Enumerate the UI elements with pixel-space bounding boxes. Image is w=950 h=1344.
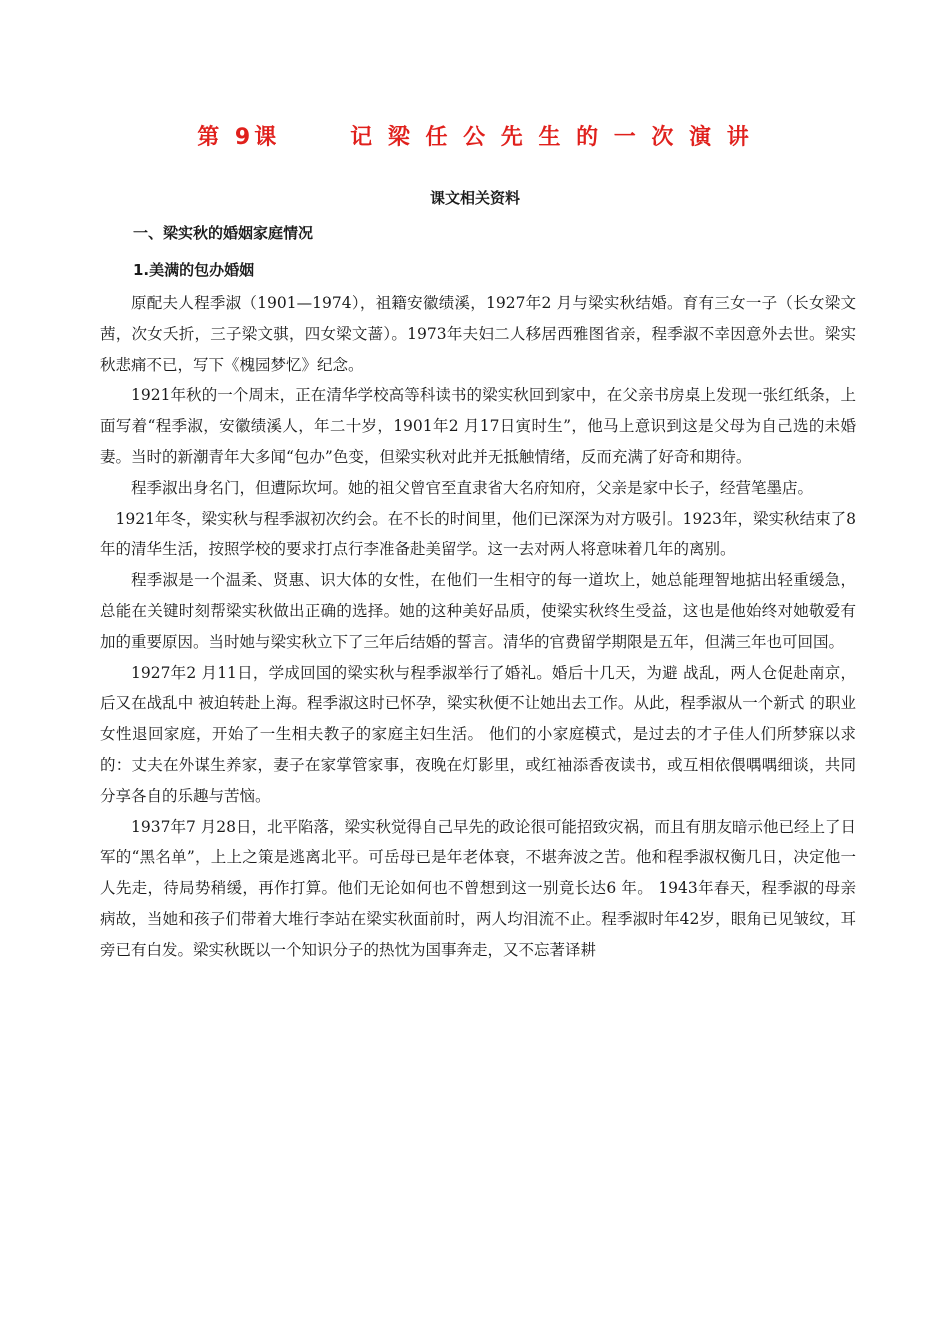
- paragraph: 1927年2 月11日，学成回国的梁实秋与程季淑举行了婚礼。婚后十几天，为避 战乱，两人仓促赴南京，后又在战乱中 被迫转赴上海。程季淑这时已怀孕，梁实秋便不让她出去工作。从此，程季淑从一个新式 的职业女性退回家庭，开始了一生相夫教子的家庭主妇生活。 他们的小家庭模式，是过去的才子佳人们所梦寐以求的：丈夫在外谋生养家，妻子在家掌管家事，夜晚在灯影里，或红袖添香夜读书，或互相依偎喁喁细谈，共同分享各自的乐趣与苦恼。: [100, 663, 856, 805]
- paragraph: 1937年7 月28日，北平陷落，梁实秋觉得自己早先的政论很可能招致灾祸，而且有朋友暗示他已经上了日军的“黑名单”，上上之策是逃离北平。可岳母已是年老体衰，不堪奔波之苦。他和程季淑权衡几日，决定他一人先走，待局势稍缓，再作打算。他们无论如何也不曾想到这一别竟长达6 年。 1943年春天，程季淑的母亲病故，当她和孩子们带着大堆行李站在梁实秋面前时，两人均泪流不止。程季淑时年42岁，眼角已见皱纹，耳旁已有白发。梁实秋既以一个知识分子的热忱为国事奔走，又不忘著译耕: [100, 817, 856, 959]
- subsection-heading: 1.美满的包办婚姻: [133, 261, 255, 279]
- paragraph: 1921年冬，梁实秋与程季淑初次约会。在不长的时间里，他们已深深为对方吸引。1923年，梁实秋结束了8 年的清华生活，按照学校的要求打点行李准备赴美留学。这一去对两人将意味着几年的离别。: [100, 509, 856, 559]
- body-text: [100, 288, 856, 966]
- paragraph: 程季淑出身名门，但遭际坎坷。她的祖父曾官至直隶省大名府知府，父亲是家中长子，经营笔墨店。: [131, 478, 814, 497]
- document-title: 第 9课 记 梁 任 公 先 生 的 一 次 演 讲: [197, 125, 753, 150]
- paragraph: 原配夫人程季淑（1901—1974），祖籍安徽绩溪，1927年2 月与梁实秋结婚。育有三女一子（长女梁文茜，次女夭折，三子梁文骐，四女梁文蔷）。1973年夫妇二人移居西雅图省亲，程季淑不幸因意外去世。梁实秋悲痛不已，写下《槐园梦忆》纪念。: [100, 294, 856, 374]
- section-heading: 一、梁实秋的婚姻家庭情况: [133, 224, 314, 242]
- paragraph: 1921年秋的一个周末，正在清华学校高等科读书的梁实秋回到家中，在父亲书房桌上发现一张红纸条，上面写着“程季淑，安徽绩溪人，年二十岁，1901年2 月17日寅时生”，他马上意识到这是父母为自己选的未婚妻。当时的新潮青年大多闻“包办”色变，但梁实秋对此并无抵触情绪，反而充满了好奇和期待。: [100, 386, 856, 466]
- paragraph: 程季淑是一个温柔、贤惠、识大体的女性，在他们一生相守的每一道坎上，她总能理智地掂出轻重缓急，总能在关键时刻帮梁实秋做出正确的选择。她的这种美好品质，使梁实秋终生受益，这也是他始终对她敬爱有加的重要原因。当时她与梁实秋立下了三年后结婚的誓言。清华的官费留学期限是五年，但满三年也可回国。: [100, 571, 856, 651]
- document-subtitle: 课文相关资料: [429, 189, 520, 207]
